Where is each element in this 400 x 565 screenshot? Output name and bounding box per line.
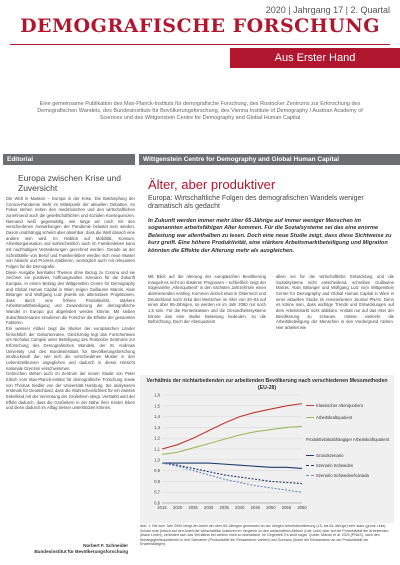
x-tick-label: 2015 <box>157 505 167 510</box>
chart-svg <box>140 375 394 523</box>
figure-chart <box>140 375 394 523</box>
article-body-column-1: Mit Blick auf die Alterung der europäischen Bevölkerung mangelt es nicht an düsteren Prognosen – schließlich zeigt der sogenannte „Altenquotient“ in den nächsten Jahrzehnten einen alarmierenden Anstieg. Kommen derzeit etwa in Österreich und Deutschland noch zirka drei Menschen im Alter von 20–64 auf einen über 65-Jährigen, so werden es im Jahr 2060 nur noch 1,5 sein. Für die Rentenkassen und die Gesundheitssysteme könnte das eine starke Belastung bedeuten, so die Befürchtung. Doch der Altenquotient <box>148 274 266 325</box>
legend-swatch <box>306 455 314 456</box>
x-tick-label: 2045 <box>250 505 260 510</box>
legend-label: Szenario Schweden <box>316 463 354 468</box>
article-lead: In Zukunft werden immer mehr über 65-Jährige auf immer weniger Menschen im sogenannten arbeitsfähigen Alter kommen. Für die Sozialsysteme sei das eine enorme Belastung war allenthalben zu lesen. Doch eine neue Studie zeigt, dass diese Sichtweise zu kurz greift. Eine höhere Produktivität, eine stärkere Arbeitsmarktbeteiligung und Migration könnten die Effekte der Alterung mehr als ausgleichen. <box>148 218 392 254</box>
y-tick-label: 0,7 <box>154 489 160 495</box>
legend-swatch <box>306 417 314 418</box>
signature-name: Norbert F. Schneider <box>83 543 128 548</box>
issue-line: 2020 | Jahrgang 17 | 2. Quartal <box>265 5 390 15</box>
editorial-paragraph: Ein weiterer Artikel zeigt die Muster der europäischen Länder hinsichtlich der Geburtenraten. Gleichzeitig legt das Forscherteam um Nicholas Campisi unter Beteiligung des Rostocker Zentrums zur Erforschung des Demografischen Wandels, der St. Andrews University und des Bundesinstituts für Bevölkerungsforschung eindrucksvoll dar, wie sich die verschiedenen Muster in den Lebenszeitkurven angeglichen und dadurch in dieser Hinsicht nationale Grenzen verschwimmen. <box>6 326 135 371</box>
y-tick-label: 1,3 <box>154 424 160 430</box>
y-tick-label: 1,2 <box>154 435 160 441</box>
publisher-intro: Eine gemeinsame Publikation des Max-Planck-Instituts für demografische Forschung, des Rostocker Zentrums zur Erforschung des Demografischen Wandels, des Bundesinstituts für Bevölkerungsforschung, des Vienna Institute of Demography / Austrian Academy of Sciences und des Wittgenstein Centre for Demography and Global Human Capital <box>37 101 363 121</box>
x-tick-label: 2060 <box>297 505 307 510</box>
legend-label: Klassischer Altenquotient <box>316 403 363 408</box>
x-tick-label: 2025 <box>188 505 198 510</box>
legend-label: Grundszenario <box>316 453 344 458</box>
article-subtitle: Europa: Wirtschaftliche Folgen des demografischen Wandels weniger dramatisch als gedacht <box>148 195 364 210</box>
y-tick-label: 1,6 <box>154 392 160 398</box>
article-title: Älter, aber produktiver <box>148 177 276 192</box>
section-banner: Aus Erster Hand <box>230 48 400 68</box>
legend-swatch <box>306 405 314 406</box>
editorial-paragraph: Die Welt in Masken – Europa in der Krise. Die Bekämpfung der Corona-Pandemie steht im Mittelpunkt der aktuellen Debatten. Im Fokus stehen neben den medizinischen und den wirtschaftlichen zunehmend auch die gesellschaftlichen und sozialen Konsequenzen. Niemand weiß gegenwärtig, wie lange wir noch mit den verschiedenen Auswirkungen der Pandemie belastet sein werden. Davon unabhängig scheint aber absehbar, dass die Welt danach eine andere sein wird. Im Hinblick auf Mobilität, Konsum, Arbeitsorganisation und wahrscheinlich auch im Familienleben kann mit nachhaltigen Veränderungen gerechnet werden. Gerade an der Schnittstelle von Beruf und Familienleben werden sich neue Muster von Abwehr und Prozess etablieren, womöglich auch mit relevanten Folgen für die Demografie. <box>6 196 135 269</box>
x-tick-label: 2040 <box>235 505 245 510</box>
editorial-paragraph: Gebrochen stehen auch im Zentrum der neuen Studie von Peter Eibich vom Max-Planck-Institut für demografische Forschung sowie von Thomas Siedler von der Universität Hamburg. Sie analysieren erstmals für Deutschland, dass die Wahrscheinlichkeit für ein zweites Enkelkind mit der Verrentung der Großeltern steigt. Verstärkt wird der Effekt dadurch, dass die Großeltern in der Nähe ihrer Kinder leben und diese dadurch im Alltag besser unterstützen können. <box>6 371 135 411</box>
article-body-column-2: allein sei für die wirtschaftliche Entwicklung und die Sozialsysteme nicht entscheidend, schreiben Guillaume Marois, Alain Bélanger und Wolfgang Lutz vom Wittgenstein Centre for Demography and Global Human Capital in Wien in einer aktuellen Studie im renommierten Journal PNAS. Denn es könne sein, dass wichtige Trends und Entwicklungen auf dem Arbeitsmarkt nicht abbilden. Anstatt nur auf das Alter der Bevölkerung zu schauen, müsse vielmehr die Arbeitsbeteiligung der Menschen in den Vordergrund rücken. Hier arbeitet wie <box>276 274 394 330</box>
editorial-column-header: Editorial <box>3 154 135 165</box>
y-tick-label: 1,5 <box>154 403 160 409</box>
series-line <box>162 404 302 449</box>
masthead-title: DEMOGRAFISCHE FORSCHUNG <box>20 15 380 37</box>
y-tick-label: 1,0 <box>154 457 160 463</box>
x-tick-label: 2055 <box>281 505 292 510</box>
y-tick-label: 1,4 <box>154 414 160 420</box>
editorial-paragraph: Diese Ausgabe beinhaltet Themen ohne Bezug zu Corona und sie zeichnet ein positives, hoffnungsvolles Szenario für die Zukunft Europas. In einem Beitrag des Wittgenstein Centre for Demography and Global Human Capital in Wien zeigen Guillaume Marois, Alain Bélanger und Wolfgang Lutz jeweils mit alternativen Projektionen, dass durch eine höhere Produktivität, stärkere Arbeitsmarktbeteiligung und Zuwanderung der demografische Wandel in Europa gut abgefedert werden könnte. Mit sieben Zukunftsszenarien simulieren die Forscher die Effekte der genannten Faktoren. <box>6 269 135 326</box>
x-tick-label: 2050 <box>266 505 276 510</box>
editorial-body <box>6 196 135 411</box>
editorial-title: Europa zwischen Krise und Zuversicht <box>18 173 122 193</box>
x-tick-label: 2020 <box>172 505 183 510</box>
figure-title: Verhältnis der nichtarbeitenden zur arbeitenden Bevölkerung nach verschiedenen Messmethoden (EU-28) <box>146 378 388 391</box>
masthead-rule <box>10 44 390 45</box>
legend-swatch <box>306 475 314 476</box>
editorial-signature <box>6 543 128 555</box>
y-tick-label: 0,9 <box>154 468 160 474</box>
signature-org: Bundesinstitut für Bevölkerungsforschung <box>34 549 128 554</box>
legend-label: Arbeitskraftquotient <box>316 415 353 420</box>
figure-caption: Abb. 1: Bis zum Jahr 2060 steigt der Anteil der über 65-Jährigen gemessen an der übrigen Arbeitsbevölkerung (15- bis 64-Jährige) sehr stark (grüne Linie). Schaut man jedoch auf den Anteil der wirtschaftlich Inaktiven im Vergleich zu den wirtschaftlich Aktiven (rote Linie) oder auf die Produktivität der Arbeitenden (blaue Linien), verändert sich das Verhältnis bei weitem nicht so dramatisch. Im Gegenteil: Es sinkt sogar. Quelle: Marois et al. 2020 (PNAS), nach den Abhängigkeitsquotienten in drei Szenarien (Produktivität der Einwanderer variiert) und Szenario (Anteil der Einwanderer an der Produktivität der Erwerbstätigen). <box>140 524 389 547</box>
y-tick-label: 1,1 <box>154 446 160 452</box>
x-tick-label: 2035 <box>219 505 229 510</box>
legend-label: Szenario Schweden/Kanada <box>316 473 369 478</box>
y-tick-label: 0,8 <box>154 478 160 484</box>
y-tick-label: 0,6 <box>154 500 160 506</box>
x-tick-label: 2030 <box>204 505 214 510</box>
series-line <box>162 426 302 454</box>
article-column-header: Wittgenstein Centre for Demography and Global Human Capital <box>139 154 400 165</box>
series-line <box>162 463 302 484</box>
legend-group-title: Produktivitätsabhängiger Arbeitskraftquotient <box>306 437 390 442</box>
legend-swatch <box>306 465 314 466</box>
